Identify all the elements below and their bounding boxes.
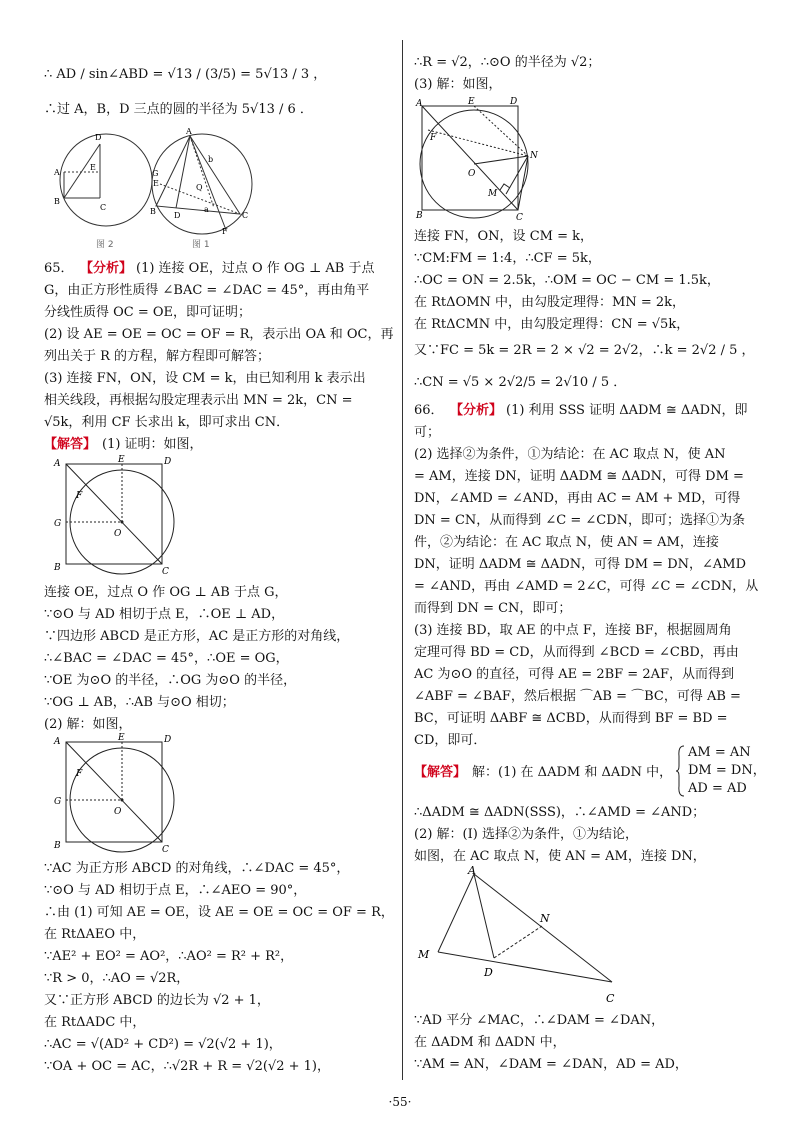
text-line: = ∠AND，再由 ∠AMD = 2∠C，可得 ∠C = ∠CDN，从 xyxy=(414,579,759,594)
page-number: ·55· xyxy=(388,1095,412,1109)
text-line: ∵⊙O 与 AD 相切于点 E，∴∠AEO = 90°， xyxy=(44,883,307,898)
fig-label: D xyxy=(95,133,102,142)
text-line: (2) 解：如图， xyxy=(44,717,132,732)
square-circle-figure-2 xyxy=(50,732,180,854)
text-line: ∵四边形 ABCD 是正方形，AC 是正方形的对角线， xyxy=(44,629,350,644)
fig-label: E xyxy=(90,163,96,172)
fig-label: D xyxy=(174,211,181,220)
text-line: ∵R > 0，∴AO = √2R， xyxy=(44,971,190,986)
fig-label: E xyxy=(153,179,159,188)
fig-label: G xyxy=(54,519,62,529)
text-line: BC，可证明 ΔABF ≅ ΔCBD，从而得到 BF = BD = xyxy=(414,711,728,726)
text-line: √5k，利用 CF 长求出 k，即可求出 CN． xyxy=(44,415,290,430)
column-divider xyxy=(402,40,403,1080)
text-line: ∴R = √2，∴⊙O 的半径为 √2； xyxy=(414,55,601,70)
text-line: DN = CN，从而得到 ∠C = ∠CDN，即可；选择①为条 xyxy=(414,513,746,528)
fig-label: C xyxy=(162,567,169,576)
fig-label: A xyxy=(186,128,192,136)
text-line: DN，证明 ΔADM ≅ ΔADN，可得 DM = DN，∠AMD xyxy=(414,557,747,572)
fig-label: Q xyxy=(196,183,203,192)
system-line: AM = AN xyxy=(688,745,751,760)
analysis-tag: 【分析】 xyxy=(450,403,503,418)
circle-figures xyxy=(50,128,260,236)
fig-label: C xyxy=(516,213,523,222)
text-line: ∵AM = AN，∠DAM = ∠DAN，AD = AD， xyxy=(414,1057,688,1072)
fig-label: C xyxy=(100,203,107,212)
text-line: 在 RtΔOMN 中，由勾股定理得：MN = 2k， xyxy=(414,295,686,310)
text-line: 如图，在 AC 取点 N，使 AN = AM，连接 DN， xyxy=(414,849,706,864)
fig-label: O xyxy=(114,529,122,539)
text-line: ∵OE 为⊙O 的半径，∴OG 为⊙O 的半径， xyxy=(44,673,297,688)
analysis-tag: 【分析】 xyxy=(80,261,133,276)
text-line: CD，即可． xyxy=(414,733,487,748)
square-circle-figure xyxy=(50,454,180,576)
text-line: 在 RtΔAEO 中， xyxy=(44,927,146,942)
fig-label: B xyxy=(150,207,156,216)
fig-label: B xyxy=(416,211,423,221)
figure-caption: 图 2 xyxy=(96,240,114,250)
text-line: 解：(1) 在 ΔADM 和 ΔADN 中， xyxy=(472,765,673,780)
fig-label: O xyxy=(114,807,122,817)
text-line: ∴∠BAC = ∠DAC = 45°，∴OE = OG， xyxy=(44,651,289,666)
fig-label: D xyxy=(164,735,172,745)
text-line: (2) 设 AE = OE = OC = OF = R，表示出 OA 和 OC，再 xyxy=(44,327,394,342)
text-line: 定理可得 BD = CD，从而得到 ∠BCD = ∠CBD，再由 xyxy=(414,645,739,660)
text-line: (2) 解：(Ⅰ) 选择②为条件，①为结论， xyxy=(414,827,638,842)
text-line: 相关线段，再根据勾股定理表示出 MN = 2k，CN = xyxy=(44,393,353,408)
text-line: (3) 解：如图， xyxy=(414,77,502,92)
text-line: ∠ABF = ∠BAF，然后根据 ⌒AB = ⌒BC，可得 AB = xyxy=(414,689,741,704)
fig-label: B xyxy=(54,563,61,573)
square-circle-figure-3 xyxy=(414,96,554,222)
fig-label: A xyxy=(54,737,61,747)
text-line: ∴ AD / sin∠ABD = √13 / (3/5) = 5√13 / 3 ， xyxy=(44,67,327,82)
text-line: (3) 连接 FN，ON，设 CM = k，由已知利用 k 表示出 xyxy=(44,371,366,386)
problem-number: 66． xyxy=(414,403,444,418)
fig-label: M xyxy=(418,948,430,961)
text-line: ∵AE² + EO² = AO²，∴AO² = R² + R²， xyxy=(44,949,294,964)
triangle-figure xyxy=(414,864,644,1010)
text-line: 件，②为结论：在 AC 取点 N，使 AN = AM，连接 xyxy=(414,535,719,550)
brace xyxy=(676,744,686,798)
fig-label: F xyxy=(430,133,437,143)
fig-label: A xyxy=(416,99,423,109)
text-line: AC 为⊙O 的直径，可得 AE = 2BF = 2AF，从而得到 xyxy=(414,667,734,682)
text-line: = AM，连接 DN，证明 ΔADM ≅ ΔADN，可得 DM = xyxy=(414,469,744,484)
text-line: DN，∠AMD = ∠AND，再由 AC = AM + MD，可得 xyxy=(414,491,741,506)
system-line: AD = AD xyxy=(688,781,747,796)
fig-label: M xyxy=(488,189,498,199)
text-line: ∵AC 为正方形 ABCD 的对角线，∴∠DAC = 45°， xyxy=(44,861,350,876)
text-line: (3) 连接 BD，取 AE 的中点 F，连接 BF，根据圆周角 xyxy=(414,623,732,638)
problem-number: 65． xyxy=(44,261,74,276)
fig-label: E xyxy=(468,97,475,107)
text-line: 又∵正方形 ABCD 的边长为 √2 + 1， xyxy=(44,993,270,1008)
fig-label: D xyxy=(484,966,493,979)
text-line: ∴ΔADM ≅ ΔADN(SSS)，∴∠AMD = ∠AND； xyxy=(414,805,706,820)
text-line: 又∵FC = 5k = 2R = 2 × √2 = 2√2，∴k = 2√2 / 5 ， xyxy=(414,343,755,358)
text-line: ∵⊙O 与 AD 相切于点 E，∴OE ⊥ AD， xyxy=(44,607,285,622)
text-line: 连接 OE，过点 O 作 OG ⊥ AB 于点 G， xyxy=(44,585,288,600)
figure-caption: 图 1 xyxy=(192,240,210,250)
fig-label: F xyxy=(222,227,228,236)
text-line: ∵CM:FM = 1:4，∴CF = 5k， xyxy=(414,251,601,266)
text-line: 在 RtΔADC 中， xyxy=(44,1015,146,1030)
text-line: ∴由 (1) 可知 AE = OE，设 AE = OE = OC = OF = R， xyxy=(44,905,394,920)
text-line: 连接 FN，ON，设 CM = k， xyxy=(414,229,593,244)
text-line: 在 ΔADM 和 ΔADN 中， xyxy=(414,1035,566,1050)
text-line: ∵AD 平分 ∠MAC，∴∠DAM = ∠DAN， xyxy=(414,1013,665,1028)
text-line: 可； xyxy=(414,425,441,440)
fig-label: A xyxy=(54,459,61,469)
fig-label: C xyxy=(162,845,169,854)
fig-label: C xyxy=(242,211,249,220)
text-line: 而得到 DN = CN，即可； xyxy=(414,601,572,616)
text-line: ∴OC = ON = 2.5k，∴OM = OC − CM = 1.5k， xyxy=(414,273,720,288)
text-line: (2) 选择②为条件，①为结论：在 AC 取点 N，使 AN xyxy=(414,447,726,462)
fig-label: A xyxy=(468,864,476,877)
text-line: 列出关于 R 的方程，解方程即可解答； xyxy=(44,349,271,364)
text-line: ∴AC = √(AD² + CD²) = √2(√2 + 1)， xyxy=(44,1037,282,1052)
fig-label: G xyxy=(152,169,159,178)
fig-label: b xyxy=(208,155,214,164)
fig-label: a xyxy=(204,205,209,214)
fig-label: D xyxy=(164,457,172,467)
fig-label: E xyxy=(118,733,125,743)
solution-tag: 【解答】 xyxy=(414,765,467,780)
fig-label: F xyxy=(76,491,83,501)
text-line: (1) 利用 SSS 证明 ΔADM ≅ ΔADN，即 xyxy=(506,403,748,418)
fig-label: N xyxy=(530,151,538,161)
solution-tag: 【解答】 xyxy=(44,437,97,452)
text-line: ∴CN = √5 × 2√2/5 = 2√10 / 5 ． xyxy=(414,375,627,390)
fig-label: D xyxy=(510,97,518,107)
text-line: 分线性质得 OC = OE，即可证明； xyxy=(44,305,252,320)
fig-label: B xyxy=(54,841,61,851)
text-line: ∴过 A，B，D 三点的圆的半径为 5√13 / 6 ． xyxy=(44,102,313,117)
fig-label: N xyxy=(540,912,550,925)
text-line: ∵OG ⊥ AB，∴AB 与⊙O 相切； xyxy=(44,695,235,710)
system-line: DM = DN， xyxy=(688,763,766,778)
fig-label: O xyxy=(468,169,476,179)
fig-label: C xyxy=(606,992,615,1005)
text-line: G，由正方形性质得 ∠BAC = ∠DAC = 45°，再由角平 xyxy=(44,283,370,298)
fig-label: F xyxy=(76,769,83,779)
fig-label: G xyxy=(54,797,62,807)
fig-label: E xyxy=(118,455,125,465)
fig-label: B xyxy=(54,197,60,206)
fig-label: A xyxy=(54,168,60,177)
text-line: (1) 证明：如图， xyxy=(102,437,203,452)
text-line: 在 RtΔCMN 中，由勾股定理得：CN = √5k， xyxy=(414,317,690,332)
text-line: (1) 连接 OE，过点 O 作 OG ⊥ AB 于点 xyxy=(136,261,375,276)
text-line: ∵OA + OC = AC，∴√2R + R = √2(√2 + 1)， xyxy=(44,1059,330,1074)
